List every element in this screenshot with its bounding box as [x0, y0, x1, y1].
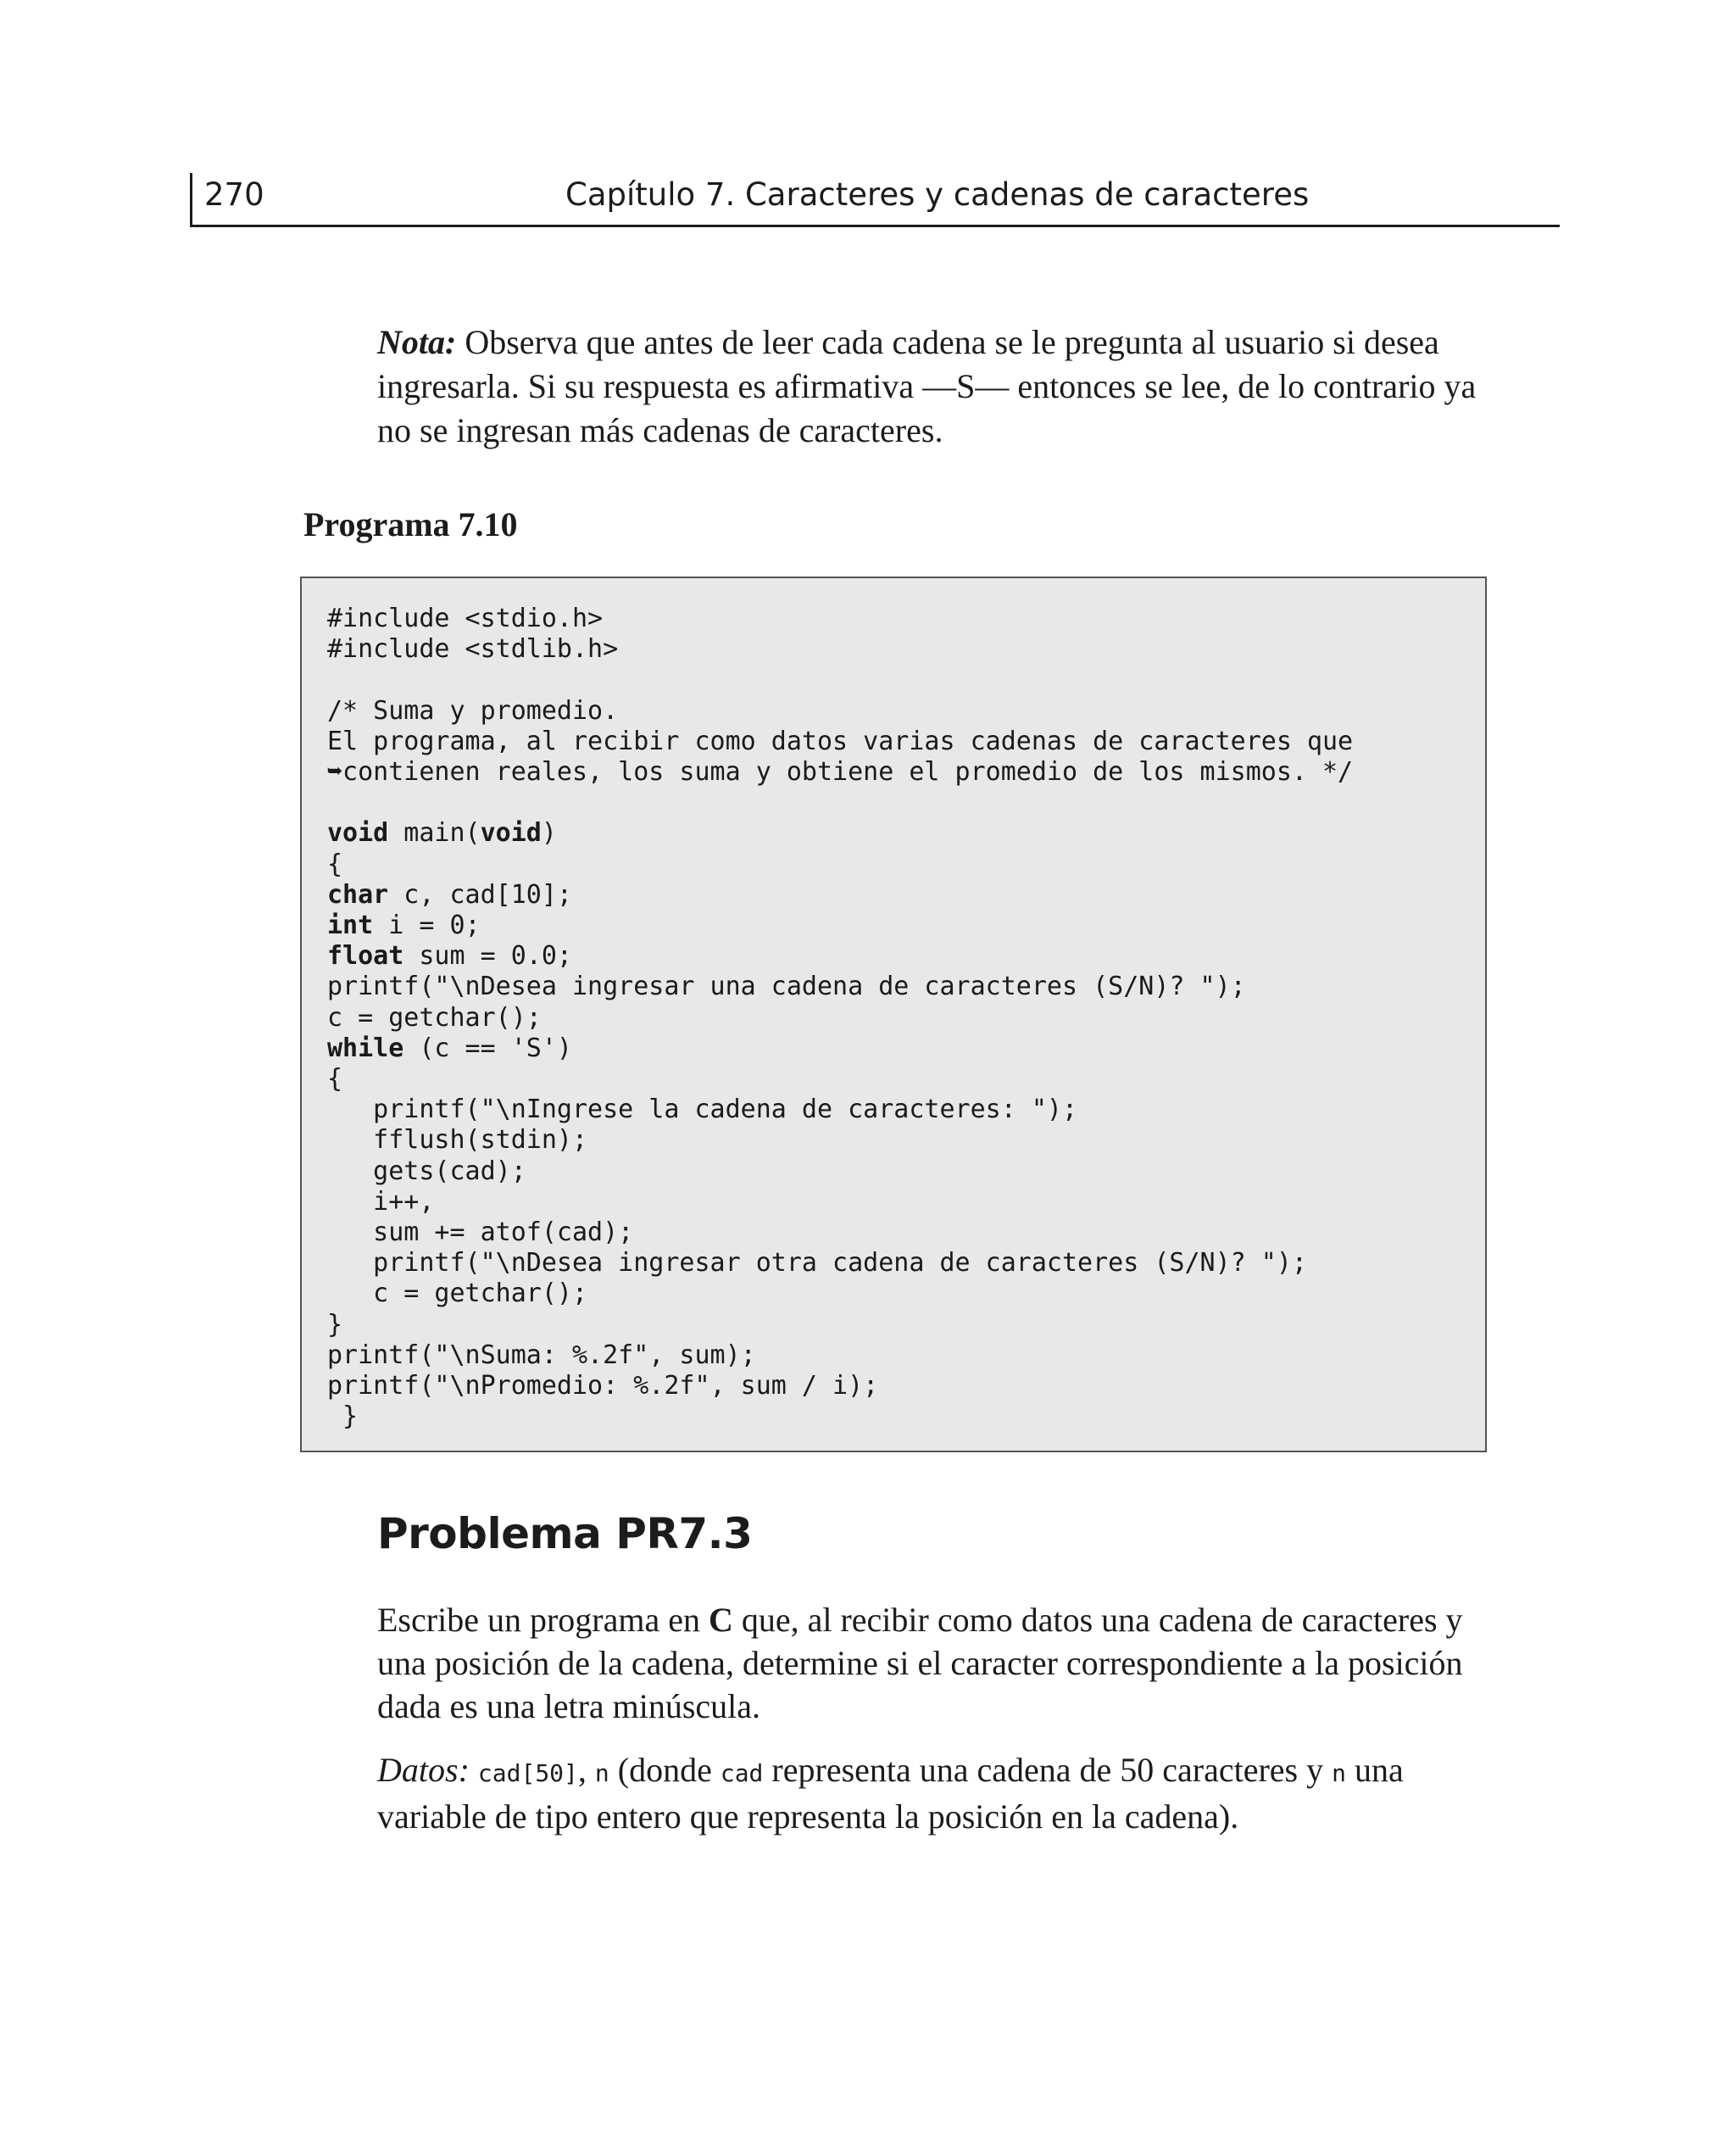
- note-text: Observa que antes de leer cada cadena se le pregunta al usuario si desea ingresarla. Si su respuesta es afirmativa —S— entonces se lee, de lo contrario ya no se ingresan más cadenas de caracteres.: [377, 323, 1477, 449]
- data-code: n: [1332, 1759, 1346, 1787]
- problem-text-part: Escribe un programa en: [377, 1601, 709, 1639]
- code-line: float sum = 0.0;: [327, 941, 572, 972]
- code-line: #include <stdio.h>: [327, 604, 604, 633]
- code-line: ➥contienen reales, los suma y obtiene el promedio de los mismos. */: [327, 757, 1354, 787]
- page-number: 270: [204, 176, 264, 213]
- code-line: fflush(stdin);: [327, 1125, 588, 1156]
- language-name: C: [708, 1601, 733, 1639]
- data-code: cad[50]: [477, 1759, 578, 1787]
- code-line: c = getchar();: [327, 1279, 588, 1309]
- code-line: printf("\nSuma: %.2f", sum);: [327, 1340, 756, 1370]
- code-line: /* Suma y promedio.: [327, 695, 619, 726]
- code-line: El programa, al recibir como datos varias cadenas de caracteres que: [327, 726, 1354, 756]
- data-separator: ,: [577, 1751, 595, 1789]
- code-line: void main(void): [327, 818, 557, 849]
- code-block: [327, 604, 1353, 1432]
- code-line: {: [327, 1064, 343, 1095]
- code-line: sum += atof(cad);: [327, 1217, 634, 1248]
- code-listing: [300, 577, 1487, 1452]
- code-line: int i = 0;: [327, 911, 481, 940]
- data-code: cad: [720, 1759, 764, 1787]
- code-line: }: [327, 1309, 343, 1340]
- code-line: while (c == 'S'): [327, 1033, 572, 1063]
- code-line: char c, cad[10];: [327, 879, 572, 910]
- data-text-part: (donde: [609, 1751, 721, 1789]
- code-line: #include <stdlib.h>: [327, 634, 619, 665]
- note-label: Nota:: [377, 323, 457, 361]
- code-line: i++,: [327, 1186, 435, 1217]
- code-line: [327, 788, 1353, 818]
- page-header: [190, 173, 1560, 227]
- code-line: {: [327, 849, 343, 879]
- note-paragraph: [377, 320, 1488, 453]
- data-description: [377, 1748, 1496, 1838]
- code-line: c = getchar();: [327, 1002, 542, 1033]
- code-line: printf("\nDesea ingresar otra cadena de caracteres (S/N)? ");: [327, 1248, 1307, 1279]
- data-label: Datos:: [377, 1751, 470, 1789]
- code-line: printf("\nIngrese la cadena de caracteres: ");: [327, 1095, 1078, 1125]
- code-line: [327, 665, 1353, 695]
- data-code: n: [594, 1759, 609, 1787]
- code-line: printf("\nPromedio: %.2f", sum / i);: [327, 1371, 879, 1401]
- problem-heading: Problema PR7.3: [377, 1509, 753, 1558]
- code-line: printf("\nDesea ingresar una cadena de caracteres (S/N)? ");: [327, 972, 1246, 1002]
- code-line: }: [327, 1401, 359, 1432]
- data-text-part: una variable de tipo entero que representa la posición en la cadena).: [377, 1751, 1404, 1836]
- program-title: Programa 7.10: [303, 505, 518, 543]
- code-line: gets(cad);: [327, 1156, 526, 1186]
- data-text-part: representa una cadena de 50 caracteres y: [763, 1751, 1333, 1789]
- problem-statement: [377, 1598, 1488, 1728]
- chapter-title: Capítulo 7. Caracteres y cadenas de caracteres: [565, 176, 1310, 213]
- problem-text-part: que, al recibir como datos una cadena de caracteres y una posición de la cadena, determine si el caracter correspondiente a la posición dada es una letra minúscula.: [377, 1601, 1463, 1725]
